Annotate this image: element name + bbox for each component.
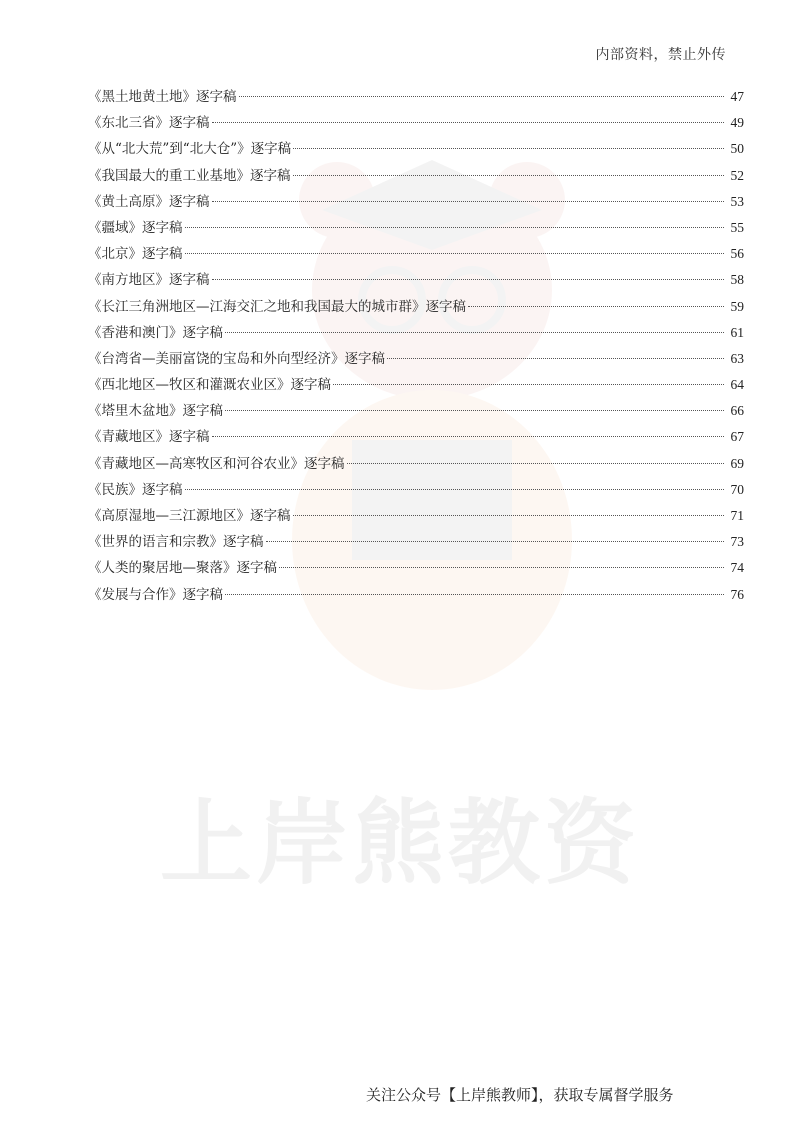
toc-dot-leader <box>185 253 725 254</box>
toc-entry-title: 《青藏地区》逐字稿 <box>88 429 210 446</box>
toc-entry-title: 《高原湿地—三江源地区》逐字稿 <box>88 508 291 524</box>
toc-entry[interactable] <box>88 294 744 320</box>
toc-dot-leader <box>185 489 725 490</box>
toc-entry-page-number: 53 <box>730 193 744 209</box>
toc-entry[interactable] <box>88 477 744 503</box>
toc-entry-page-number: 74 <box>730 560 744 576</box>
toc-dot-leader <box>333 384 724 385</box>
toc-entry[interactable] <box>88 346 744 372</box>
toc-dot-leader <box>293 515 725 516</box>
toc-dot-leader <box>212 279 725 280</box>
watermark-brand-text: 上岸熊教资 <box>160 790 641 897</box>
table-of-contents <box>88 84 744 608</box>
toc-entry-title: 《黄土高原》逐字稿 <box>88 193 210 210</box>
toc-entry-page-number: 64 <box>730 377 744 393</box>
toc-entry[interactable] <box>88 267 744 293</box>
toc-dot-leader <box>225 594 724 595</box>
toc-entry[interactable] <box>88 110 744 136</box>
toc-entry-title: 《世界的语言和宗教》逐字稿 <box>88 534 264 551</box>
toc-entry-page-number: 69 <box>730 455 744 471</box>
toc-entry-title: 《台湾省—美丽富饶的宝岛和外向型经济》逐字稿 <box>88 350 385 367</box>
toc-entry-page-number: 50 <box>730 141 744 157</box>
toc-entry-title: 《西北地区—牧区和灌溉农业区》逐字稿 <box>88 377 331 394</box>
toc-dot-leader <box>293 175 725 176</box>
toc-dot-leader <box>387 358 724 359</box>
toc-entry[interactable] <box>88 582 744 608</box>
footer-promo: 关注公众号【上岸熊教师】，获取专属督学服务 <box>366 1086 674 1104</box>
toc-entry-page-number: 55 <box>730 219 744 235</box>
toc-dot-leader <box>293 148 724 149</box>
toc-entry[interactable] <box>88 503 744 529</box>
toc-entry-title: 《从“北大荒”到“北大仓”》逐字稿 <box>88 141 292 158</box>
toc-entry[interactable] <box>88 372 744 398</box>
toc-dot-leader <box>468 306 724 307</box>
toc-entry[interactable] <box>88 163 744 189</box>
toc-entry-page-number: 70 <box>730 481 744 497</box>
toc-dot-leader <box>212 122 725 123</box>
toc-dot-leader <box>212 436 725 437</box>
toc-entry[interactable] <box>88 136 744 162</box>
toc-entry[interactable] <box>88 215 744 241</box>
toc-entry-page-number: 59 <box>730 298 744 314</box>
toc-entry-title: 《民族》逐字稿 <box>88 481 183 498</box>
toc-entry[interactable] <box>88 241 744 267</box>
toc-entry[interactable] <box>88 424 744 450</box>
toc-entry-title: 《疆域》逐字稿 <box>88 219 183 236</box>
confidential-note: 内部资料，禁止外传 <box>595 47 726 63</box>
toc-entry[interactable] <box>88 451 744 477</box>
toc-entry-page-number: 52 <box>730 167 744 183</box>
toc-dot-leader <box>225 410 724 411</box>
toc-entry-title: 《青藏地区—高寒牧区和河谷农业》逐字稿 <box>88 455 345 472</box>
toc-entry-title: 《北京》逐字稿 <box>88 246 183 263</box>
toc-entry-title: 《南方地区》逐字稿 <box>88 272 210 289</box>
toc-entry-page-number: 49 <box>730 115 744 131</box>
toc-dot-leader <box>239 96 725 97</box>
toc-dot-leader <box>212 201 725 202</box>
toc-entry-title: 《我国最大的重工业基地》逐字稿 <box>88 167 291 184</box>
toc-entry[interactable] <box>88 320 744 346</box>
toc-entry[interactable] <box>88 84 744 110</box>
toc-entry-page-number: 47 <box>730 89 744 104</box>
toc-entry-title: 《发展与合作》逐字稿 <box>88 586 223 603</box>
toc-entry-page-number: 66 <box>730 403 744 419</box>
toc-dot-leader <box>225 332 724 333</box>
toc-entry-title: 《人类的聚居地—聚落》逐字稿 <box>88 560 277 577</box>
toc-entry[interactable] <box>88 555 744 581</box>
toc-entry-title: 《塔里木盆地》逐字稿 <box>88 403 223 420</box>
toc-entry[interactable] <box>88 398 744 424</box>
toc-dot-leader <box>266 541 725 542</box>
toc-dot-leader <box>279 567 724 568</box>
toc-entry-page-number: 67 <box>730 429 744 445</box>
toc-entry-page-number: 73 <box>730 534 744 550</box>
toc-entry-page-number: 63 <box>730 350 744 366</box>
toc-dot-leader <box>185 227 725 228</box>
toc-dot-leader <box>347 463 725 464</box>
toc-entry-page-number: 71 <box>730 508 744 523</box>
toc-entry-page-number: 56 <box>730 246 744 262</box>
toc-entry[interactable] <box>88 529 744 555</box>
toc-entry-page-number: 61 <box>730 324 744 340</box>
toc-entry-page-number: 58 <box>730 272 744 288</box>
toc-entry-title: 《东北三省》逐字稿 <box>88 115 210 132</box>
toc-entry-title: 《长江三角洲地区—江海交汇之地和我国最大的城市群》逐字稿 <box>88 298 466 315</box>
toc-entry-title: 《香港和澳门》逐字稿 <box>88 324 223 341</box>
toc-entry[interactable] <box>88 189 744 215</box>
toc-entry-title: 《黑土地黄土地》逐字稿 <box>88 89 237 105</box>
toc-entry-page-number: 76 <box>730 586 744 602</box>
